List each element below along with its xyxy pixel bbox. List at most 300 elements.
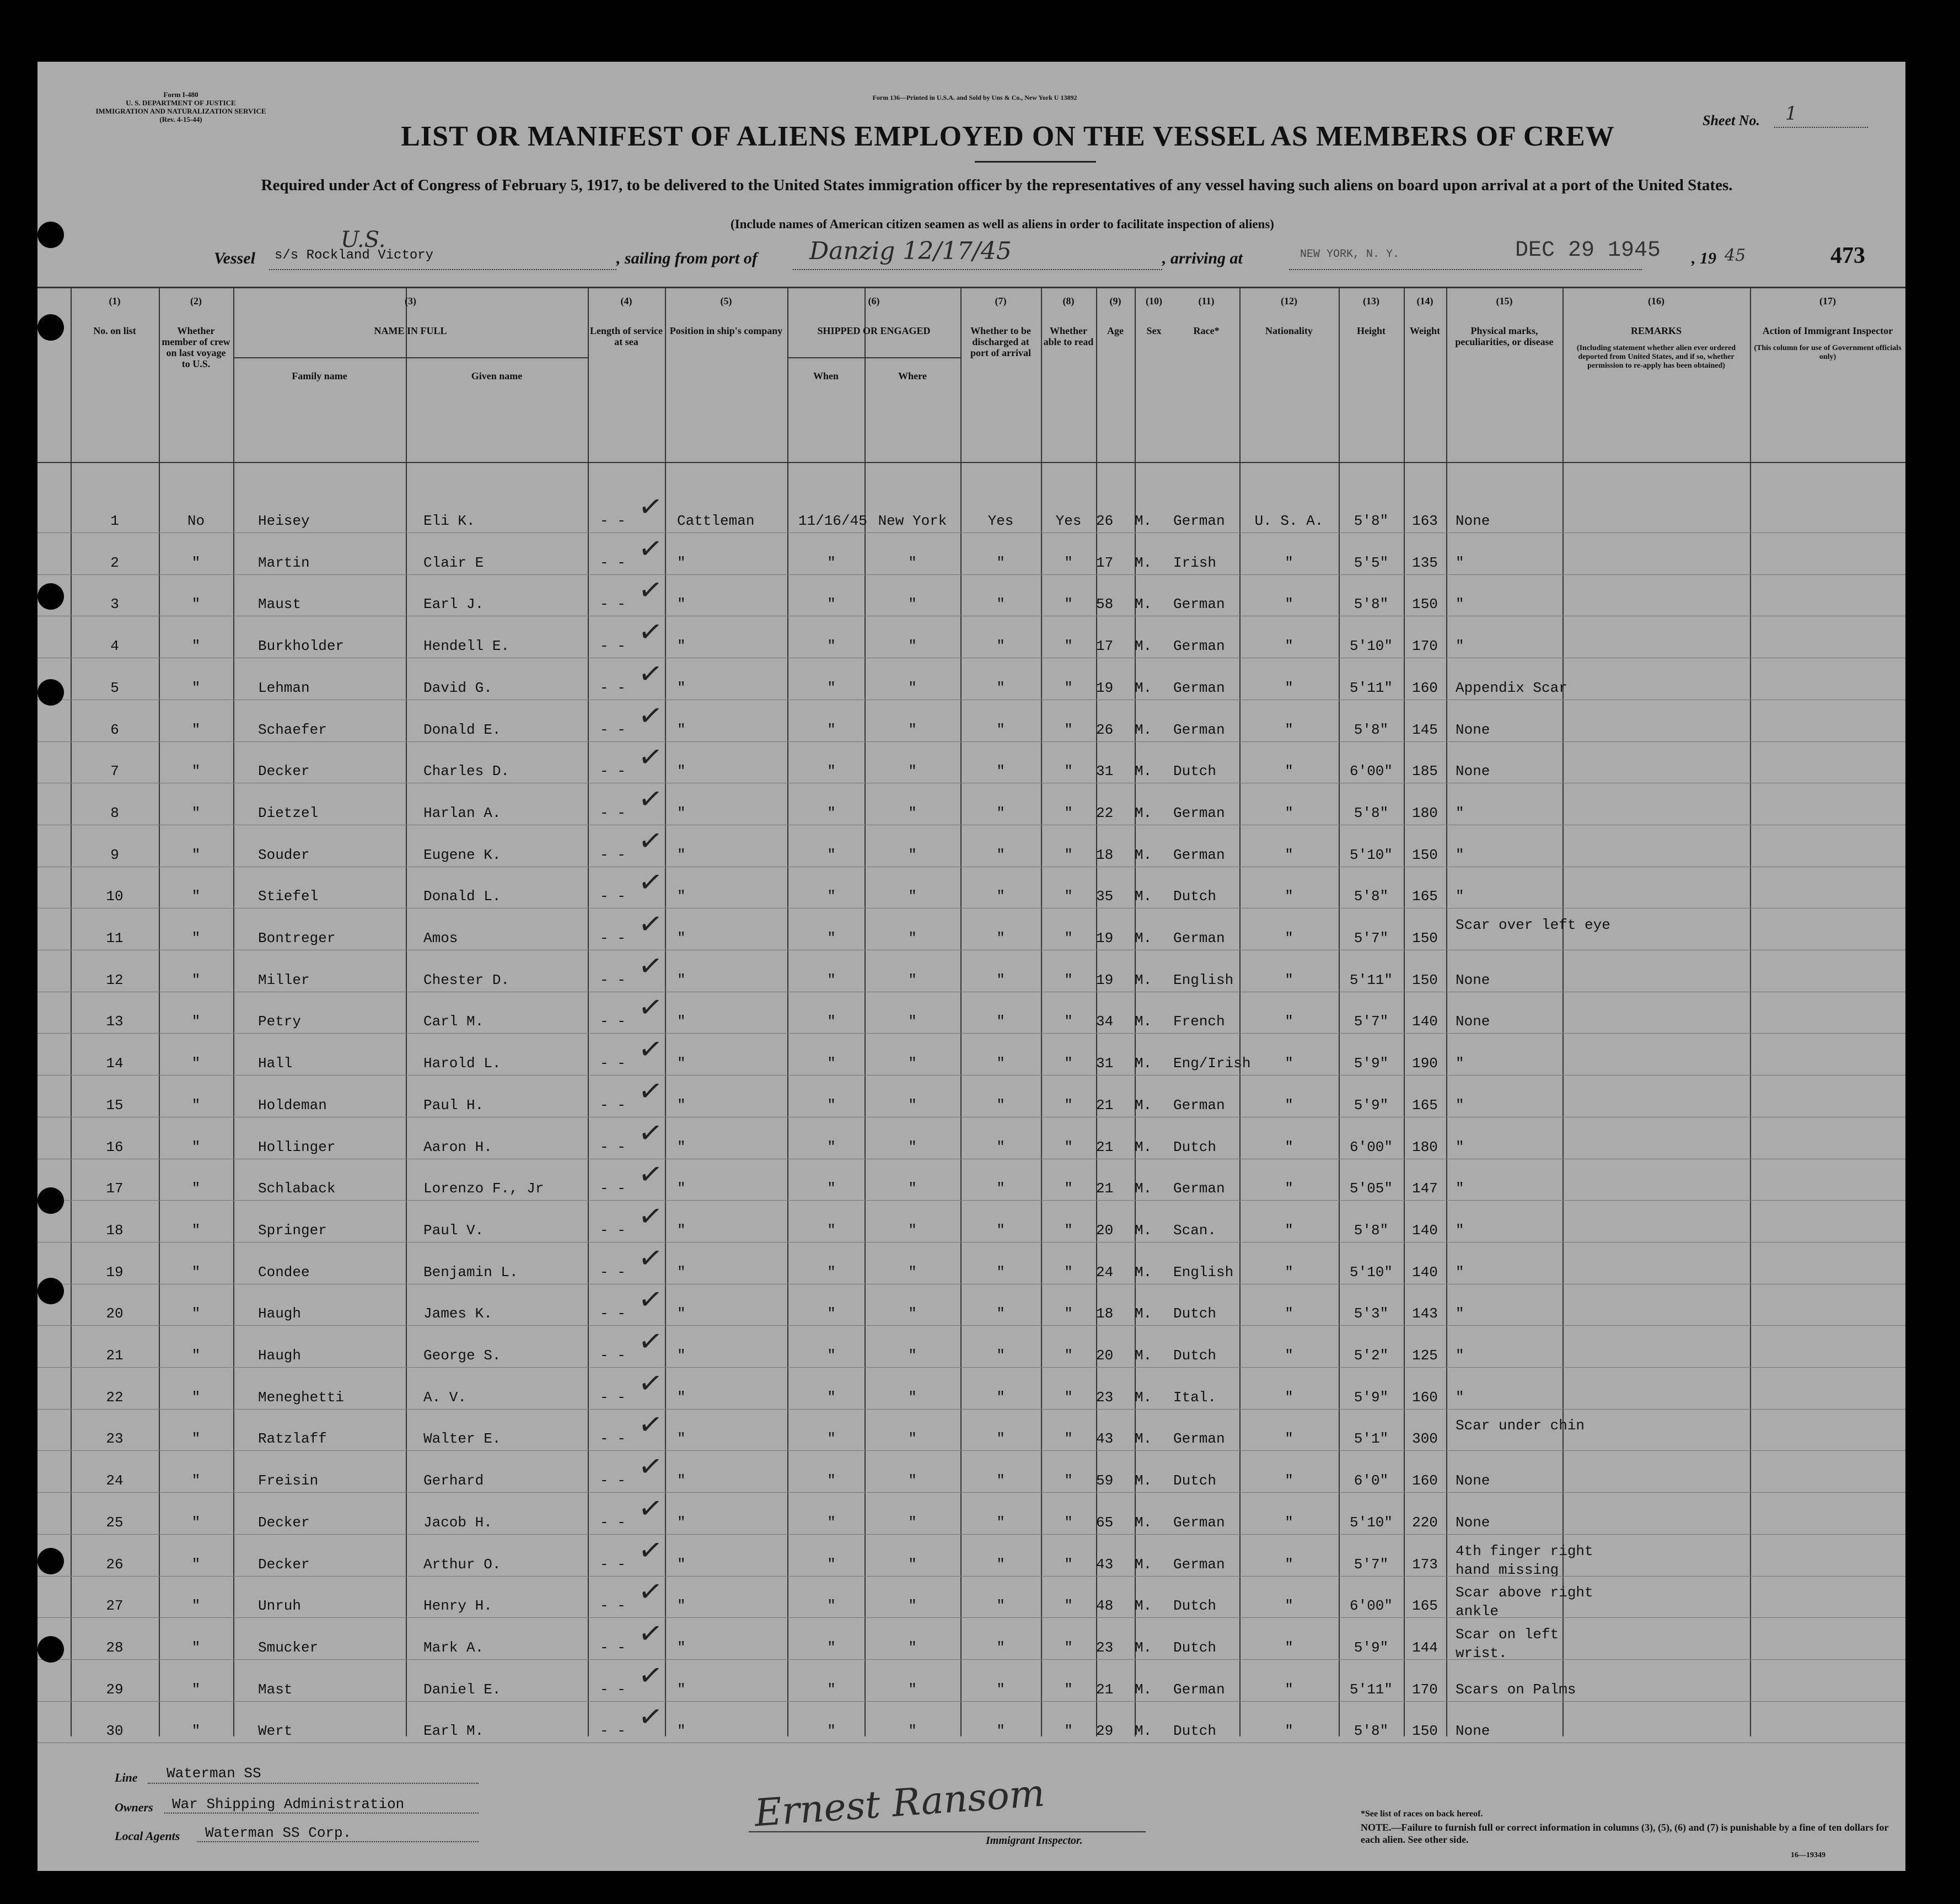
cell-sex: M. xyxy=(1135,1013,1152,1030)
vessel-line xyxy=(214,227,1879,277)
owners-label: Owners xyxy=(115,1800,153,1814)
cell-service: - - xyxy=(600,1180,626,1197)
cell-read: " xyxy=(1064,596,1073,613)
cell-read: " xyxy=(1064,971,1073,988)
cell-crew: " xyxy=(191,1514,201,1531)
cell-height: 5'7" xyxy=(1354,1013,1389,1030)
cell-no: 20 xyxy=(106,1305,123,1322)
cell-sex: M. xyxy=(1135,888,1152,905)
column-number: (5) xyxy=(720,295,732,306)
cell-weight: 165 xyxy=(1412,1598,1438,1615)
cell-marks: " xyxy=(1456,1138,1464,1155)
check-mark: ✓ xyxy=(636,1699,665,1736)
column-number: (9) xyxy=(1109,295,1121,306)
cell-discharge: " xyxy=(996,596,1005,613)
cell-sex: M. xyxy=(1135,1055,1152,1072)
cell-given: Charles D. xyxy=(423,763,510,780)
cell-given: Lorenzo F., Jr xyxy=(423,1180,544,1197)
races-note: *See list of races on back hereof. xyxy=(1361,1809,1483,1819)
column-number: (12) xyxy=(1281,295,1297,306)
column-number: (17) xyxy=(1819,295,1836,306)
cell-discharge: " xyxy=(996,1096,1005,1114)
cell-where: " xyxy=(908,554,917,571)
column-rule xyxy=(588,287,589,1736)
cell-height: 5'8" xyxy=(1354,596,1389,613)
cell-where: " xyxy=(908,1096,917,1114)
cell-read: " xyxy=(1064,1723,1073,1740)
cell-given: Donald L. xyxy=(423,888,501,905)
cell-height: 6'00" xyxy=(1349,763,1393,780)
inspector-label: Immigrant Inspector. xyxy=(986,1835,1083,1847)
cell-crew: " xyxy=(191,763,201,780)
cell-where: " xyxy=(908,1305,917,1322)
cell-marks: " xyxy=(1456,638,1464,655)
cell-nationality: " xyxy=(1285,1514,1293,1531)
cell-read: " xyxy=(1064,1514,1073,1531)
cell-age: 19 xyxy=(1096,930,1114,946)
punch-hole xyxy=(37,679,64,706)
cell-when: " xyxy=(827,1556,836,1573)
punch-hole xyxy=(37,1187,64,1214)
cell-service: - - xyxy=(600,1013,626,1030)
cell-where: " xyxy=(908,804,917,821)
cell-service: - - xyxy=(600,888,626,905)
cell-position: " xyxy=(677,1389,686,1406)
cell-position: " xyxy=(677,1430,686,1448)
cell-given: Carl M. xyxy=(423,1013,484,1030)
cell-position: " xyxy=(677,596,686,613)
column-header: No. on list xyxy=(93,325,136,336)
cell-position: " xyxy=(677,1222,686,1239)
cell-read: " xyxy=(1064,930,1073,946)
cell-marks: None xyxy=(1456,1723,1490,1740)
signature-line xyxy=(749,1831,1146,1832)
cell-age: 35 xyxy=(1096,888,1114,905)
line-label: Line xyxy=(115,1771,138,1784)
cell-position: " xyxy=(677,1305,686,1322)
cell-position: " xyxy=(677,1055,686,1072)
cell-race: Dutch xyxy=(1173,1723,1217,1740)
cell-crew: " xyxy=(191,1222,201,1239)
cell-weight: 190 xyxy=(1412,1055,1438,1072)
column-number: (15) xyxy=(1496,295,1513,306)
cell-crew: " xyxy=(191,1556,201,1573)
check-mark: ✓ xyxy=(636,739,665,776)
cell-read: " xyxy=(1064,1598,1073,1615)
column-number: (13) xyxy=(1363,295,1379,306)
cell-height: 6'0" xyxy=(1354,1472,1389,1489)
revision: (Rev. 4-15-44) xyxy=(159,115,202,123)
cell-no: 27 xyxy=(106,1598,123,1615)
cell-when: 11/16/45 xyxy=(798,513,867,529)
cell-age: 26 xyxy=(1096,721,1114,738)
crew-table xyxy=(37,287,1905,1740)
column-note: (Including statement whether alien ever ordered deported from United States, and if so, whether permission to re-apply has been obtained) xyxy=(1576,344,1736,370)
include-note: (Include names of American citizen seamen as well as aliens in order to facilitate inspection of aliens) xyxy=(731,217,1274,231)
arriving-underline xyxy=(1289,269,1642,270)
cell-race: German xyxy=(1173,1681,1225,1698)
cell-where: " xyxy=(908,1681,917,1698)
cell-given: Clair E xyxy=(423,554,484,571)
cell-race: German xyxy=(1173,804,1225,821)
cell-position: " xyxy=(677,971,686,988)
check-mark: ✓ xyxy=(636,489,665,525)
subheader-rule xyxy=(233,357,588,358)
cell-when: " xyxy=(827,596,836,613)
cell-nationality: " xyxy=(1285,721,1293,738)
cell-where: " xyxy=(908,1430,917,1448)
row-rule xyxy=(37,1325,1905,1326)
cell-weight: 150 xyxy=(1412,971,1438,988)
cell-weight: 150 xyxy=(1412,596,1438,613)
cell-where: " xyxy=(908,1598,917,1615)
cell-nationality: " xyxy=(1285,1598,1293,1615)
row-rule xyxy=(37,1409,1905,1410)
cell-weight: 165 xyxy=(1412,888,1438,905)
cell-service: - - xyxy=(600,1723,626,1740)
cell-position: " xyxy=(677,721,686,738)
cell-race: German xyxy=(1173,638,1225,655)
cell-given: Jacob H. xyxy=(423,1514,492,1531)
cell-age: 19 xyxy=(1096,971,1114,988)
cell-race: English xyxy=(1173,1263,1234,1281)
column-subheader: When xyxy=(813,370,839,381)
cell-weight: 160 xyxy=(1412,1472,1438,1489)
cell-sex: M. xyxy=(1135,721,1152,738)
column-header: Length of service at sea xyxy=(590,325,663,347)
cell-nationality: " xyxy=(1285,1013,1293,1030)
cell-where: " xyxy=(908,1347,917,1364)
column-note: (This column for use of Government officials only) xyxy=(1754,344,1902,361)
cell-age: 21 xyxy=(1096,1096,1114,1114)
cell-discharge: " xyxy=(996,1389,1005,1406)
agents-label: Local Agents xyxy=(115,1829,180,1843)
cell-when: " xyxy=(827,1138,836,1155)
cell-when: " xyxy=(827,971,836,988)
cell-service: - - xyxy=(600,554,626,571)
cell-crew: " xyxy=(191,554,201,571)
cell-family: Bontreger xyxy=(258,930,336,946)
cell-age: 21 xyxy=(1096,1138,1114,1155)
cell-family: Wert xyxy=(258,1723,293,1740)
cell-race: Ital. xyxy=(1173,1389,1217,1406)
cell-age: 58 xyxy=(1096,596,1114,613)
cell-given: Benjamin L. xyxy=(423,1263,518,1281)
check-mark: ✓ xyxy=(636,1365,665,1402)
cell-crew: " xyxy=(191,930,201,946)
cell-weight: 180 xyxy=(1412,804,1438,821)
cell-position: " xyxy=(677,1096,686,1114)
row-rule xyxy=(37,1367,1905,1368)
cell-crew: " xyxy=(191,1430,201,1448)
cell-nationality: " xyxy=(1285,1430,1293,1448)
cell-position: " xyxy=(677,804,686,821)
form-id-block xyxy=(71,90,291,123)
check-mark: ✓ xyxy=(636,530,665,567)
cell-crew: " xyxy=(191,1723,201,1740)
cell-race: Eng/Irish xyxy=(1173,1055,1251,1072)
cell-weight: 160 xyxy=(1412,1389,1438,1406)
cell-read: " xyxy=(1064,679,1073,696)
cell-nationality: " xyxy=(1285,1347,1293,1364)
column-rule xyxy=(665,287,666,1736)
sailing-label: , sailing from port of xyxy=(616,249,758,267)
column-rule xyxy=(1562,287,1564,1736)
cell-crew: " xyxy=(191,846,201,863)
column-header: Action of Immigrant Inspector xyxy=(1762,325,1893,336)
cell-family: Maust xyxy=(258,596,302,613)
punch-hole xyxy=(37,1548,64,1574)
cell-where: New York xyxy=(878,513,947,529)
cell-crew: " xyxy=(191,1096,201,1114)
cell-no: 24 xyxy=(106,1472,123,1489)
cell-race: Dutch xyxy=(1173,1305,1217,1322)
cell-discharge: " xyxy=(996,1639,1005,1656)
cell-service: - - xyxy=(600,1681,626,1698)
cell-position: " xyxy=(677,1556,686,1573)
cell-service: - - xyxy=(600,1305,626,1322)
cell-marks: " xyxy=(1456,1305,1464,1322)
cell-no: 9 xyxy=(110,846,119,863)
cell-weight: 143 xyxy=(1412,1305,1438,1322)
cell-family: Schlaback xyxy=(258,1180,336,1197)
cell-height: 5'10" xyxy=(1349,1514,1393,1531)
cell-weight: 165 xyxy=(1412,1096,1438,1114)
column-header: NAME IN FULL xyxy=(374,325,447,336)
cell-discharge: " xyxy=(996,1723,1005,1740)
cell-no: 25 xyxy=(106,1514,123,1531)
cell-nationality: " xyxy=(1285,1263,1293,1281)
cell-read: " xyxy=(1064,1681,1073,1698)
cell-height: 5'3" xyxy=(1354,1305,1389,1322)
cell-crew: " xyxy=(191,1681,201,1698)
column-header: Weight xyxy=(1409,325,1440,336)
sheet-underline xyxy=(1774,127,1868,128)
cell-position: " xyxy=(677,846,686,863)
cell-height: 5'9" xyxy=(1354,1389,1389,1406)
cell-height: 5'8" xyxy=(1354,804,1389,821)
cell-crew: " xyxy=(191,1013,201,1030)
year-suffix: 45 xyxy=(1725,246,1746,265)
manifest-sheet xyxy=(37,62,1905,1871)
check-mark: ✓ xyxy=(636,864,665,901)
cell-no: 5 xyxy=(110,679,119,696)
cell-when: " xyxy=(827,1723,836,1740)
cell-height: 5'8" xyxy=(1354,721,1389,738)
cell-crew: " xyxy=(191,1305,201,1322)
cell-service: - - xyxy=(600,1639,626,1656)
cell-when: " xyxy=(827,1180,836,1197)
check-mark: ✓ xyxy=(636,1073,665,1110)
check-mark: ✓ xyxy=(636,1532,665,1569)
column-header: Position in ship's company xyxy=(669,325,783,336)
punch-hole xyxy=(37,314,64,341)
cell-race: French xyxy=(1173,1013,1225,1030)
cell-discharge: " xyxy=(996,1472,1005,1489)
cell-when: " xyxy=(827,1681,836,1698)
cell-given: Hendell E. xyxy=(423,638,510,655)
cell-when: " xyxy=(827,1389,836,1406)
cell-when: " xyxy=(827,1472,836,1489)
cell-family: Decker xyxy=(258,1556,310,1573)
cell-sex: M. xyxy=(1135,1598,1152,1615)
cell-height: 5'8" xyxy=(1354,1222,1389,1239)
cell-given: Amos xyxy=(423,930,458,946)
cell-family: Haugh xyxy=(258,1305,302,1322)
cell-discharge: Yes xyxy=(987,513,1014,529)
cell-nationality: " xyxy=(1285,846,1293,863)
cell-age: 65 xyxy=(1096,1514,1114,1531)
row-rule xyxy=(37,1617,1905,1618)
cell-height: 5'5" xyxy=(1354,554,1389,571)
cell-weight: 163 xyxy=(1412,513,1438,529)
cell-when: " xyxy=(827,1096,836,1114)
cell-service: - - xyxy=(600,1222,626,1239)
cell-crew: No xyxy=(187,513,205,529)
cell-crew: " xyxy=(191,1598,201,1615)
cell-sex: M. xyxy=(1135,1389,1152,1406)
cell-no: 16 xyxy=(106,1138,123,1155)
cell-weight: 173 xyxy=(1412,1556,1438,1573)
cell-discharge: " xyxy=(996,763,1005,780)
stamp-number: 473 xyxy=(1830,243,1865,268)
cell-read: " xyxy=(1064,1013,1073,1030)
cell-sex: M. xyxy=(1135,596,1152,613)
column-subheader: Given name xyxy=(471,370,523,381)
cell-given: Arthur O. xyxy=(423,1556,501,1573)
cell-given: Aaron H. xyxy=(423,1138,492,1155)
cell-nationality: " xyxy=(1285,1096,1293,1114)
cell-where: " xyxy=(908,930,917,946)
cell-nationality: " xyxy=(1285,1556,1293,1573)
cell-height: 5'11" xyxy=(1349,1681,1393,1698)
cell-race: German xyxy=(1173,721,1225,738)
cell-given: Earl J. xyxy=(423,596,484,613)
cell-crew: " xyxy=(191,1180,201,1197)
cell-crew: " xyxy=(191,721,201,738)
cell-marks: " xyxy=(1456,1347,1464,1364)
cell-discharge: " xyxy=(996,1598,1005,1615)
cell-discharge: " xyxy=(996,971,1005,988)
cell-nationality: " xyxy=(1285,1389,1293,1406)
cell-race: German xyxy=(1173,1514,1225,1531)
cell-read: " xyxy=(1064,804,1073,821)
cell-where: " xyxy=(908,1514,917,1531)
cell-position: " xyxy=(677,1723,686,1740)
cell-discharge: " xyxy=(996,1305,1005,1322)
cell-service: - - xyxy=(600,804,626,821)
cell-no: 30 xyxy=(106,1723,123,1740)
cell-position: " xyxy=(677,763,686,780)
page-title: LIST OR MANIFEST OF ALIENS EMPLOYED ON THE VESSEL AS MEMBERS OF CREW xyxy=(401,121,1615,152)
cell-read: " xyxy=(1064,763,1073,780)
cell-read: " xyxy=(1064,1389,1073,1406)
cell-age: 34 xyxy=(1096,1013,1114,1030)
cell-marks: Scar over left eye xyxy=(1456,917,1610,933)
cell-where: " xyxy=(908,721,917,738)
cell-marks: None xyxy=(1456,971,1490,988)
column-subheader: Family name xyxy=(292,370,347,381)
cell-weight: 220 xyxy=(1412,1514,1438,1531)
check-mark: ✓ xyxy=(636,572,665,609)
cell-race: Dutch xyxy=(1173,1347,1217,1364)
cell-position: " xyxy=(677,1013,686,1030)
cell-height: 5'1" xyxy=(1354,1430,1389,1448)
cell-crew: " xyxy=(191,804,201,821)
cell-crew: " xyxy=(191,596,201,613)
cell-age: 23 xyxy=(1096,1639,1114,1656)
cell-family: Decker xyxy=(258,1514,310,1531)
cell-when: " xyxy=(827,763,836,780)
cell-sex: M. xyxy=(1135,1639,1152,1656)
cell-family: Meneghetti xyxy=(258,1389,345,1406)
cell-sex: M. xyxy=(1135,1514,1152,1531)
title-rule xyxy=(975,161,1096,163)
cell-discharge: " xyxy=(996,1180,1005,1197)
cell-discharge: " xyxy=(996,1347,1005,1364)
cell-crew: " xyxy=(191,1055,201,1072)
service-name: IMMIGRATION AND NATURALIZATION SERVICE xyxy=(95,107,266,115)
cell-weight: 140 xyxy=(1412,1013,1438,1030)
cell-no: 14 xyxy=(106,1055,123,1072)
cell-no: 3 xyxy=(110,596,119,613)
cell-marks: None xyxy=(1456,763,1490,780)
cell-marks: None xyxy=(1456,1472,1490,1489)
cell-service: - - xyxy=(600,1055,626,1072)
check-mark: ✓ xyxy=(636,1324,665,1360)
cell-age: 31 xyxy=(1096,763,1114,780)
cell-where: " xyxy=(908,763,917,780)
cell-race: German xyxy=(1173,846,1225,863)
cell-read: " xyxy=(1064,846,1073,863)
cell-weight: 140 xyxy=(1412,1263,1438,1281)
column-header: Whether to be discharged at port of arrival xyxy=(970,325,1031,358)
check-mark: ✓ xyxy=(636,1449,665,1485)
cell-no: 17 xyxy=(106,1180,123,1197)
fine-note: NOTE.—Failure to furnish full or correct information in columns (3), (5), (6) and (7) is punishable by a fine of ten dollars for each alien. See other side. xyxy=(1361,1822,1889,1845)
cell-weight: 170 xyxy=(1412,638,1438,655)
cell-position: " xyxy=(677,1514,686,1531)
cell-when: " xyxy=(827,1514,836,1531)
cell-discharge: " xyxy=(996,1263,1005,1281)
cell-height: 5'9" xyxy=(1354,1096,1389,1114)
cell-service: - - xyxy=(600,1556,626,1573)
vessel-underline xyxy=(269,269,616,270)
column-header: Nationality xyxy=(1265,325,1313,336)
cell-race: Scan. xyxy=(1173,1222,1217,1239)
cell-read: " xyxy=(1064,1138,1073,1155)
cell-family: Burkholder xyxy=(258,638,345,655)
cell-when: " xyxy=(827,638,836,655)
cell-age: 43 xyxy=(1096,1556,1114,1573)
check-mark: ✓ xyxy=(636,1282,665,1319)
check-mark: ✓ xyxy=(636,1657,665,1694)
cell-read: " xyxy=(1064,1055,1073,1072)
cell-marks: " xyxy=(1456,1263,1464,1281)
cell-marks: Scars on Palms xyxy=(1456,1681,1576,1698)
column-rule xyxy=(233,287,234,1736)
column-number: (16) xyxy=(1648,295,1664,306)
cell-age: 20 xyxy=(1096,1222,1114,1239)
cell-read: " xyxy=(1064,1222,1073,1239)
check-mark: ✓ xyxy=(636,1240,665,1277)
cell-where: " xyxy=(908,1639,917,1656)
cell-where: " xyxy=(908,1389,917,1406)
row-rule xyxy=(37,1534,1905,1535)
cell-marks: " xyxy=(1456,1096,1464,1114)
cell-age: 26 xyxy=(1096,513,1114,529)
cell-position: " xyxy=(677,1598,686,1615)
